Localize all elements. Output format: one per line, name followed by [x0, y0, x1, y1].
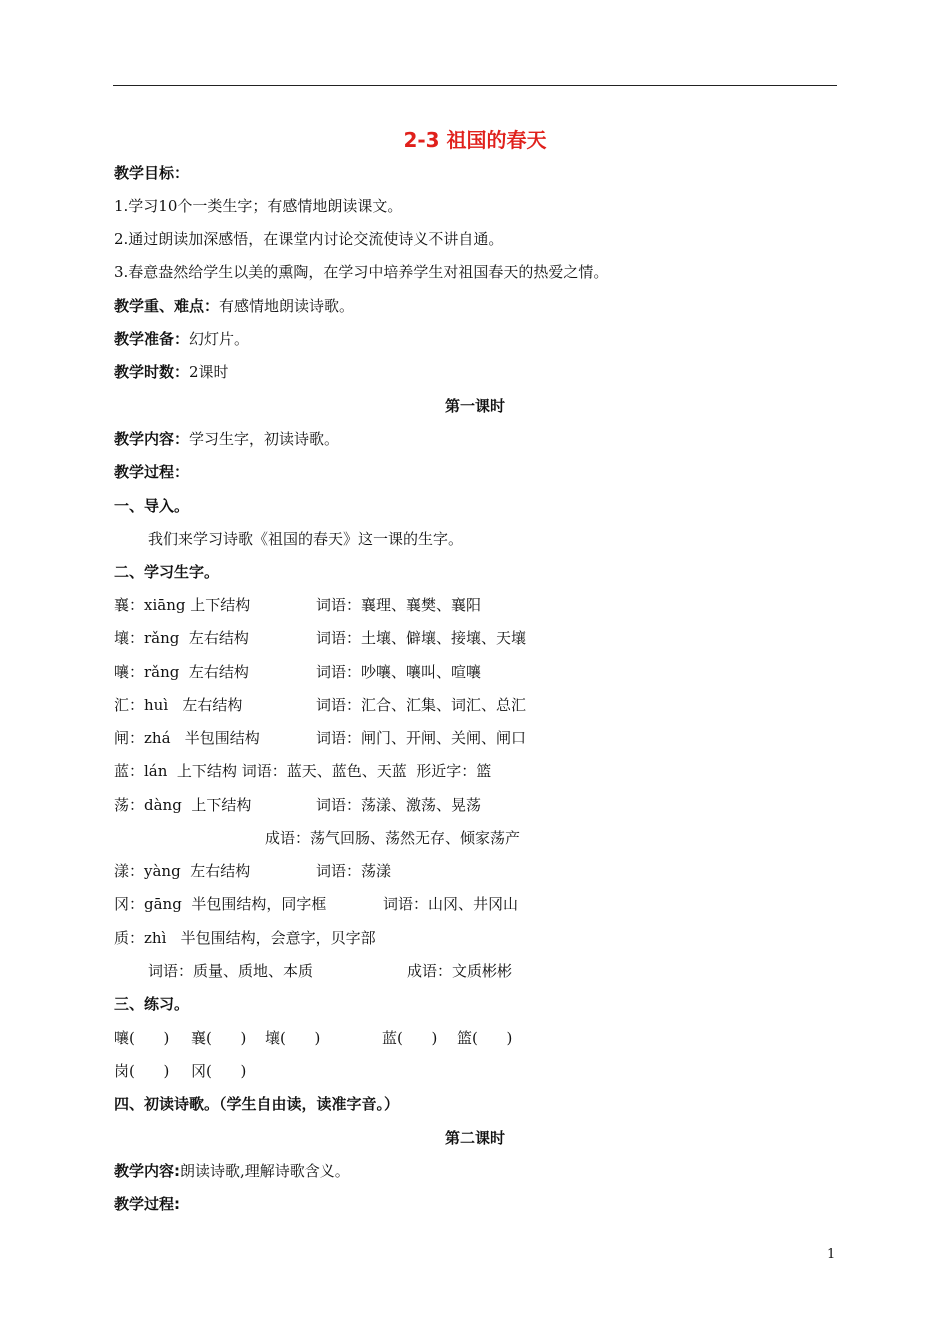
objective-item: 2.通过朗读加深感悟，在课堂内讨论交流使诗义不讲自通。: [114, 230, 504, 248]
char-entry: 蓝：lán 上下结构 词语：蓝天、蓝色、天蓝 形近字：篮: [114, 762, 492, 780]
lesson1-heading: 第一课时: [444, 397, 505, 415]
char-words: 词语：质量、质地、本质: [148, 962, 314, 980]
objective-item: 1.学习10个一类生字；有感情地朗读课文。: [114, 197, 403, 215]
char-idioms: 成语：文质彬彬: [407, 962, 513, 980]
hours-label: 教学时数：: [114, 363, 190, 381]
char-words: 词语：山冈、井冈山: [383, 895, 519, 913]
page-title: 2-3 祖国的春天: [403, 128, 547, 152]
page-number: 1: [827, 1247, 836, 1262]
char-words: 词语：土壤、僻壤、接壤、天壤: [316, 629, 527, 647]
practice-item: 壤( ): [265, 1029, 321, 1047]
char-entry: 荡：dàng 上下结构: [114, 796, 252, 814]
lesson2-heading: 第二课时: [444, 1129, 505, 1147]
hours-value: 2课时: [189, 363, 229, 381]
key-points-label: 教学重、难点：: [114, 297, 220, 315]
practice-item: 岗( ): [114, 1062, 170, 1080]
practice-item: 蓝( ): [382, 1029, 438, 1047]
key-points-line: [114, 296, 354, 316]
char-words: 词语：荡漾、激荡、晃荡: [316, 796, 482, 814]
step-heading: 二、学习生字。: [114, 563, 220, 581]
char-idioms: 成语：荡气回肠、荡然无存、倾家荡产: [265, 829, 521, 847]
lesson2-content-label: 教学内容:: [114, 1162, 180, 1180]
char-words: 词语：荡漾: [316, 862, 392, 880]
char-entry: 汇：huì 左右结构: [114, 696, 243, 714]
char-words: 词语：闸门、开闸、关闸、闸口: [316, 729, 527, 747]
char-entry: 壤：rǎng 左右结构: [114, 629, 249, 647]
char-words: 词语：吵嚷、嚷叫、喧嚷: [316, 663, 482, 681]
objectives-label: 教学目标：: [114, 164, 190, 182]
lesson2-content-value: 朗读诗歌,理解诗歌含义。: [180, 1162, 350, 1180]
practice-item: 嚷( ): [114, 1029, 170, 1047]
preparation-line: [114, 329, 249, 349]
lesson1-content-label: 教学内容：: [114, 430, 190, 448]
char-entry: 嚷：rǎng 左右结构: [114, 663, 249, 681]
practice-item: 冈( ): [191, 1062, 247, 1080]
lesson2-process-label: 教学过程:: [114, 1195, 180, 1213]
char-entry: 襄：xiāng 上下结构: [114, 596, 251, 614]
char-entry: 质：zhì 半包围结构，会意字，贝字部: [114, 929, 376, 947]
char-words: 词语：汇合、汇集、词汇、总汇: [316, 696, 527, 714]
key-points-value: 有感情地朗读诗歌。: [219, 297, 355, 315]
step-heading: 三、练习。: [114, 995, 190, 1013]
lesson1-content-line: [114, 429, 339, 449]
lesson1-content-value: 学习生字，初读诗歌。: [189, 430, 340, 448]
practice-item: 襄( ): [191, 1029, 247, 1047]
step-heading: 四、初读诗歌。（学生自由读，读准字音。）: [114, 1095, 400, 1113]
char-words: 词语：襄理、襄樊、襄阳: [316, 596, 482, 614]
step1-text: 我们来学习诗歌《祖国的春天》这一课的生字。: [148, 530, 464, 548]
char-entry: 漾：yàng 左右结构: [114, 862, 251, 880]
char-entry: 闸：zhá 半包围结构: [114, 729, 260, 747]
objective-item: 3.春意盎然给学生以美的熏陶，在学习中培养学生对祖国春天的热爱之情。: [114, 263, 609, 281]
practice-item: 篮( ): [457, 1029, 513, 1047]
preparation-value: 幻灯片。: [189, 330, 250, 348]
header-rule: [113, 85, 837, 86]
hours-line: [114, 362, 229, 382]
preparation-label: 教学准备：: [114, 330, 190, 348]
char-entry: 冈：gāng 半包围结构，同字框: [114, 895, 327, 913]
lesson1-process-label: 教学过程：: [114, 463, 190, 481]
lesson2-content-line: [114, 1161, 350, 1181]
step-heading: 一、导入。: [114, 497, 190, 515]
